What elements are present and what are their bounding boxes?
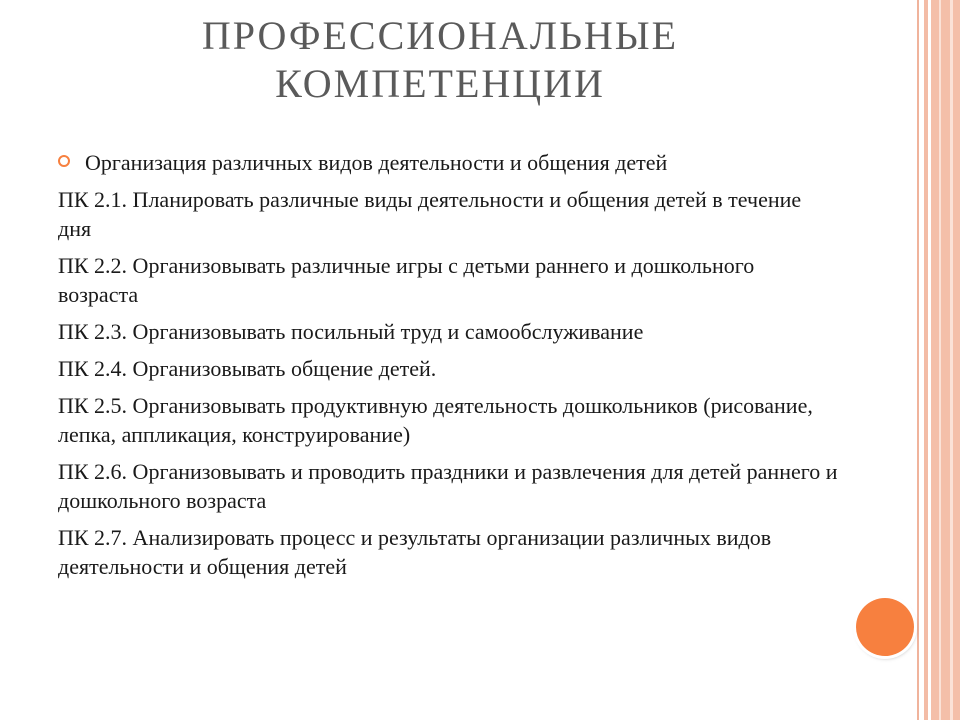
- competency-item: ПК 2.1. Планировать различные виды деятельности и общения детей в течение дня: [58, 187, 802, 241]
- competency-item: ПК 2.7. Анализировать процесс и результаты организации различных видов деятельности и общения детей: [58, 525, 772, 579]
- competency-item: ПК 2.2. Организовывать различные игры с детьми раннего и дошкольного возраста: [58, 253, 755, 307]
- decorative-stripe: [917, 0, 919, 720]
- decorative-stripe: [924, 0, 928, 720]
- bullet-text: Организация различных видов деятельности и общения детей: [85, 150, 668, 175]
- decorative-circle-icon: [856, 598, 914, 656]
- competency-item: ПК 2.6. Организовывать и проводить праздники и развлечения для детей раннего и дошкольного возраста: [58, 459, 838, 513]
- slide-title: ПРОФЕССИОНАЛЬНЫЕ КОМПЕТЕНЦИИ: [201, 13, 679, 106]
- competency-item: ПК 2.3. Организовывать посильный труд и самообслуживание: [58, 319, 644, 344]
- decorative-stripe: [931, 0, 960, 720]
- bullet-item: [58, 148, 838, 177]
- circle-bullet-icon: [58, 155, 70, 167]
- decorative-stripe: [939, 0, 941, 720]
- competency-item: ПК 2.5. Организовывать продуктивную деятельность дошкольников (рисование, лепка, аппликация, конструирование): [58, 393, 813, 447]
- competency-item: ПК 2.4. Организовывать общение детей.: [58, 356, 437, 381]
- slide-content: [58, 148, 838, 589]
- decorative-stripe: [950, 0, 953, 720]
